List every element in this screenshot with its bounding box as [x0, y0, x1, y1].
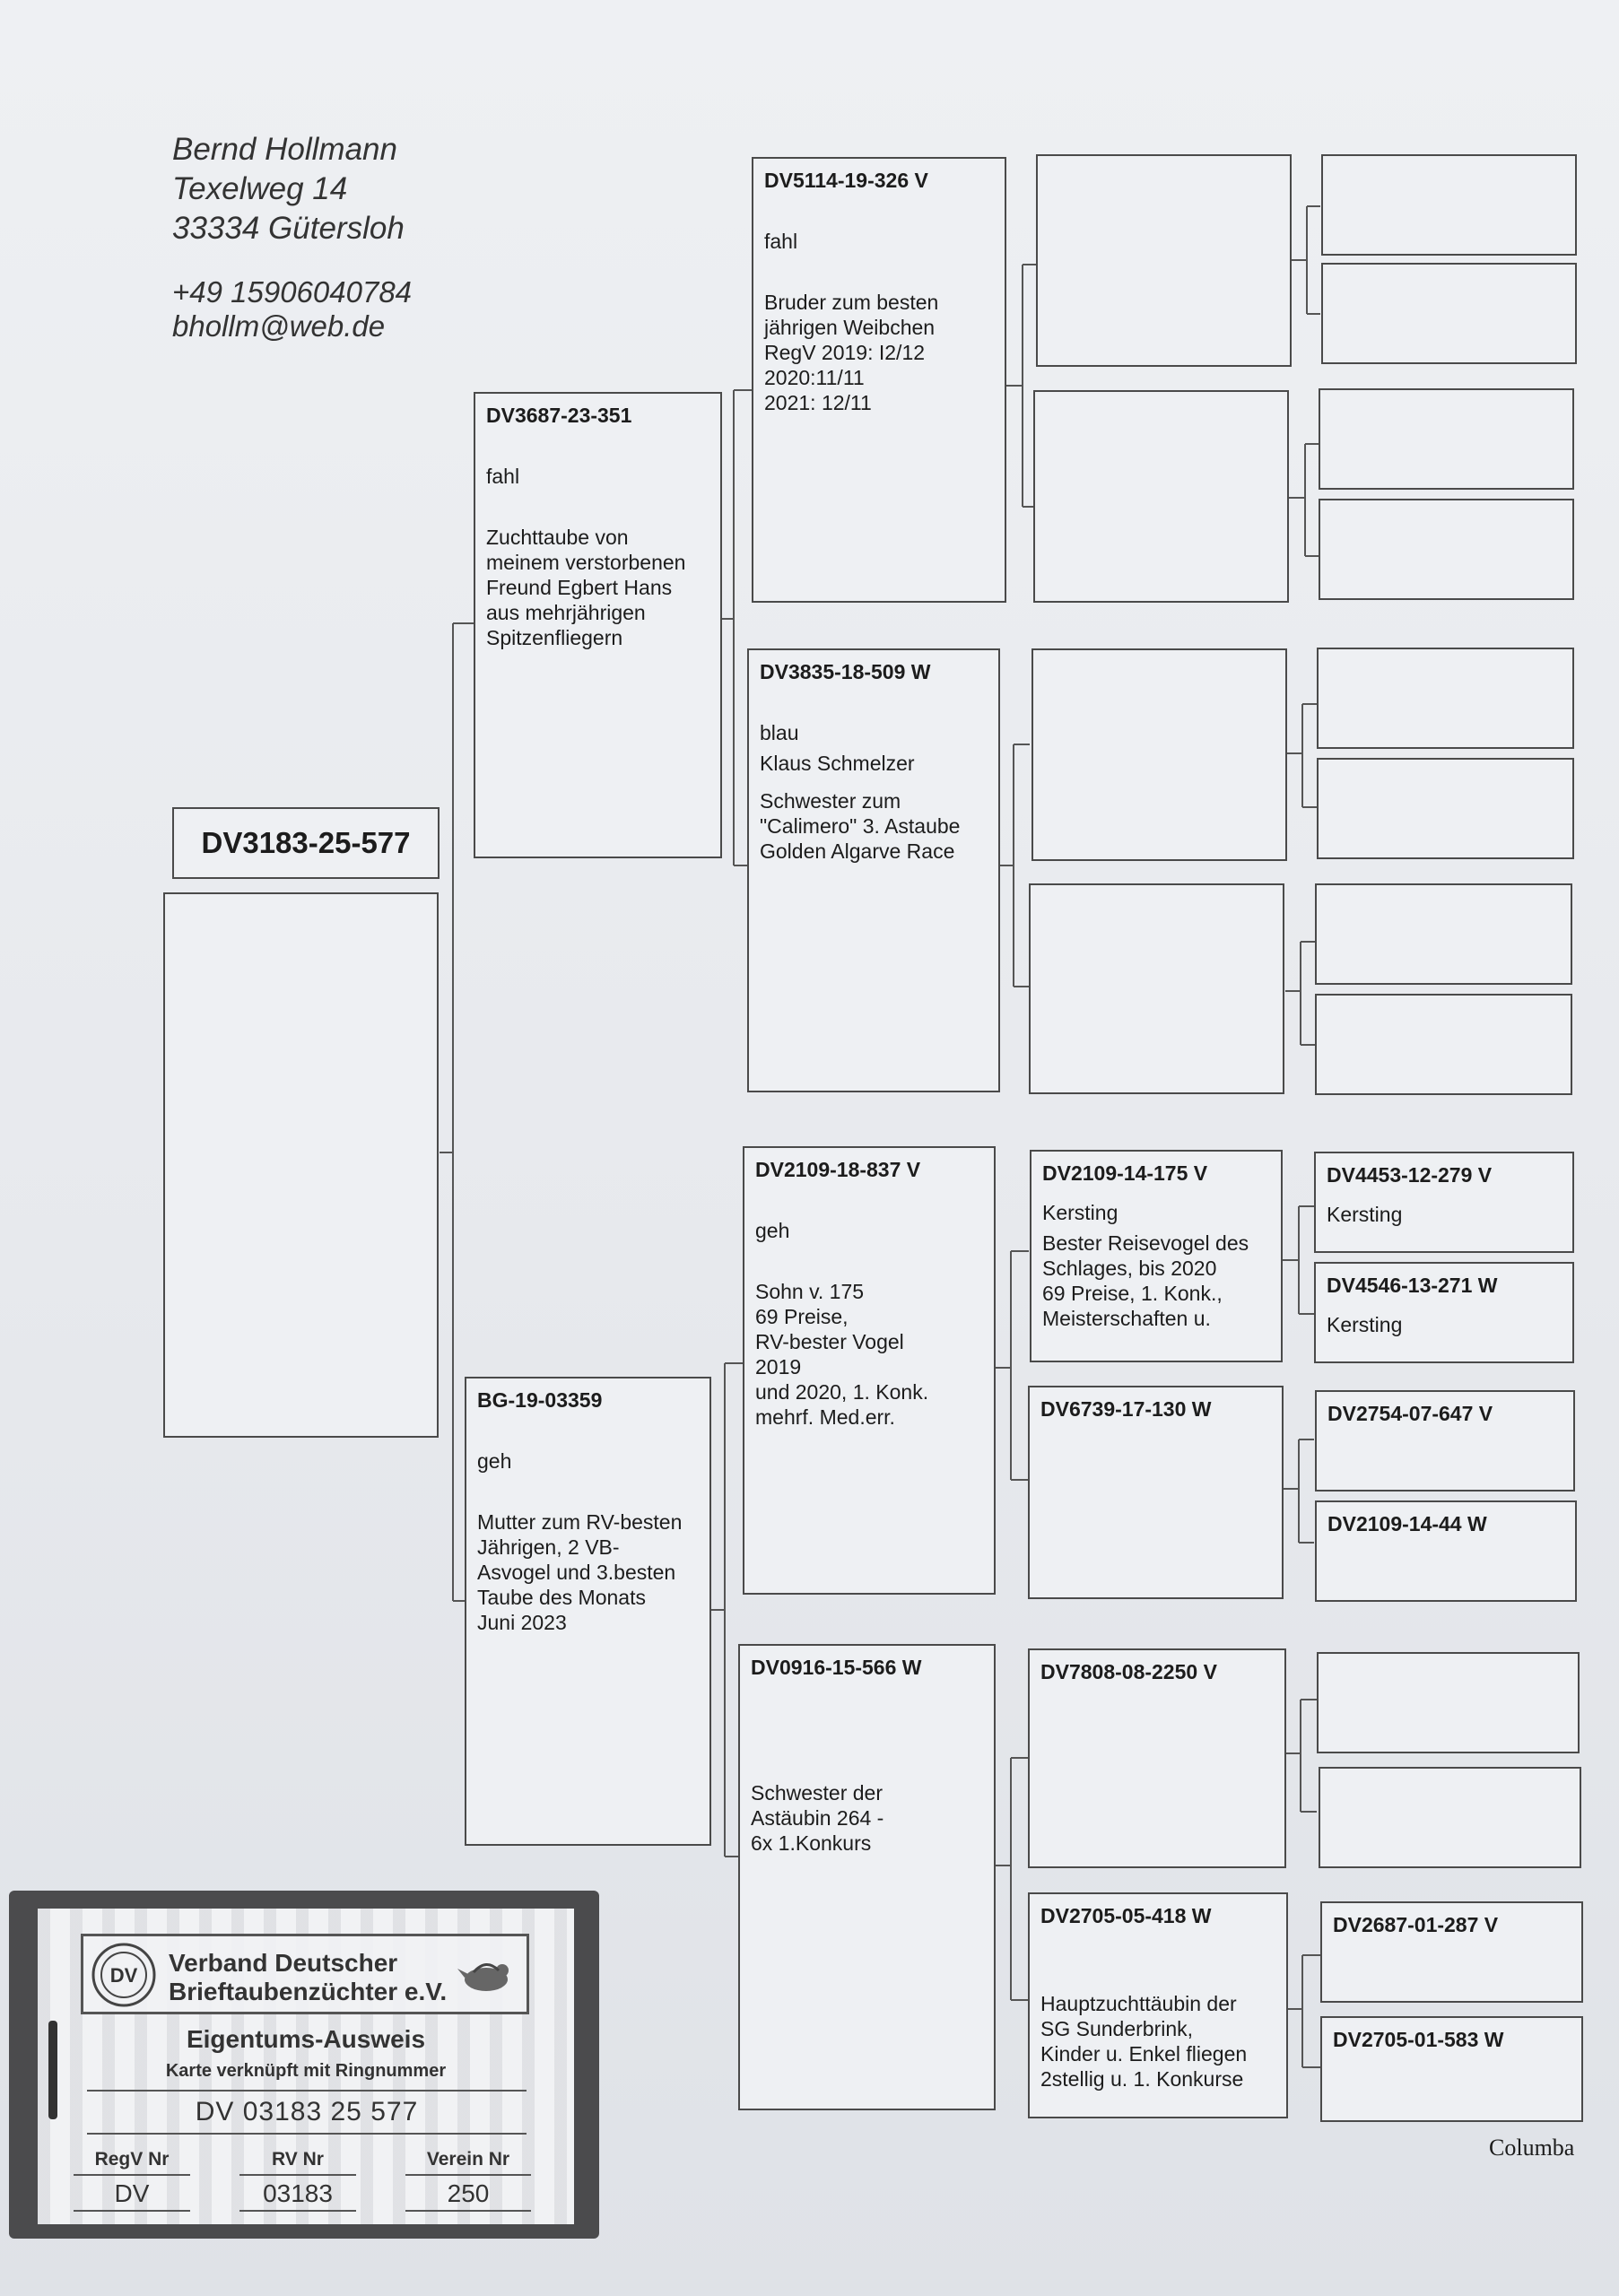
pedigree-box-ffm: [1033, 390, 1289, 603]
pigeon-note: Schwester zum "Calimero" 3. Astaube Golden Algarve Race: [760, 789, 961, 863]
pedigree-box-mmfm: [1319, 1767, 1581, 1868]
pigeon-color: fahl: [764, 230, 798, 253]
pedigree-box-mmmm: [1320, 2016, 1583, 2122]
pedigree-box-mfmf: [1315, 1390, 1575, 1492]
ownership-card: [9, 1891, 599, 2239]
pedigree-box-fmfm: [1317, 758, 1574, 859]
ring-number: DV2705-05-418 W: [1040, 1904, 1212, 1927]
owner-name: Bernd Hollmann: [172, 132, 397, 167]
association-name-line1: Verband Deutscher: [169, 1949, 398, 1977]
pigeon-note: Schwester der Astäubin 264 - 6x 1.Konkurs: [751, 1781, 884, 1855]
pedigree-box-fmff: [1317, 648, 1574, 749]
card-verein: [405, 2149, 531, 2212]
pedigree-box-fff: [1036, 154, 1292, 367]
ring-number: DV2687-01-287 V: [1333, 1913, 1499, 1936]
owner-city: 33334 Gütersloh: [172, 211, 405, 246]
verein-label: Verein Nr: [405, 2149, 531, 2176]
card-rv: [239, 2149, 356, 2212]
pedigree-box-fmf: [1031, 648, 1287, 861]
pedigree-box-mf: [743, 1146, 996, 1595]
pedigree-box-ffmf: [1319, 388, 1574, 490]
owner-email: bhollm@web.de: [172, 309, 386, 343]
association-name-line2: Brieftaubenzüchter e.V.: [169, 1978, 448, 2005]
pigeon-owner: Klaus Schmelzer: [760, 752, 915, 775]
pedigree-box-mfmm: [1315, 1500, 1577, 1602]
pigeon-owner: Kersting: [1042, 1201, 1119, 1224]
svg-text:DV: DV: [109, 1964, 138, 1987]
pigeon-color: blau: [760, 721, 799, 744]
pedigree-box-mother: [465, 1377, 711, 1846]
association-header: [81, 1934, 529, 2014]
ring-number: DV4453-12-279 V: [1327, 1163, 1493, 1187]
pedigree-box-mfm: [1028, 1386, 1284, 1599]
pedigree-box-father: [474, 392, 722, 858]
pedigree-box-mmf: [1028, 1648, 1286, 1868]
ring-number: DV0916-15-566 W: [751, 1656, 922, 1679]
ring-number: DV2705-01-583 W: [1333, 2028, 1504, 2051]
ring-number: DV2109-18-837 V: [755, 1158, 921, 1181]
pigeon-icon: [456, 1956, 515, 1997]
pigeon-note: Bester Reisevogel des Schlages, bis 2020 69 Preise, 1. Konk., Meisterschaften u.: [1042, 1231, 1249, 1330]
card-title: Eigentums-Ausweis: [186, 2025, 426, 2053]
card-regv: [74, 2149, 190, 2212]
regv-label: RegV Nr: [74, 2149, 190, 2176]
card-ring-number: DV 03183 25 577: [87, 2090, 527, 2135]
ring-number: DV4546-13-271 W: [1327, 1274, 1498, 1297]
printer-mark: Columba: [1489, 2135, 1575, 2161]
pigeon-note: Sohn v. 175 69 Preise, RV-bester Vogel 2019 und 2020, 1. Konk. mehrf. Med.err.: [755, 1280, 929, 1429]
pedigree-box-mmm: [1028, 1892, 1288, 2118]
association-logo-icon: [91, 1942, 157, 2008]
owner-address: [172, 130, 412, 344]
pedigree-box-fffm: [1321, 263, 1577, 364]
rv-value: 03183: [239, 2176, 356, 2212]
owner-street: Texelweg 14: [172, 171, 348, 206]
photo-box: [163, 892, 439, 1438]
ring-number: DV3835-18-509 W: [760, 660, 931, 683]
subject-ring: DV3183-25-577: [201, 826, 411, 859]
ring-number: BG-19-03359: [477, 1388, 603, 1412]
pedigree-box-mffm: [1314, 1262, 1574, 1363]
pigeon-color: geh: [755, 1219, 790, 1242]
pedigree-box-fmmf: [1315, 883, 1572, 985]
ring-number: DV6739-17-130 W: [1040, 1397, 1212, 1421]
ring-number: DV5114-19-326 V: [764, 169, 928, 192]
pigeon-color: fahl: [486, 465, 520, 488]
pedigree-box-mff: [1030, 1150, 1283, 1362]
pigeon-note: Hauptzuchttäubin der SG Sunderbrink, Kinder u. Enkel fliegen 2stellig u. 1. Konkurse: [1040, 1992, 1248, 2091]
pedigree-box-mm: [738, 1644, 996, 2110]
ring-number: DV3687-23-351: [486, 404, 632, 427]
pedigree-box-ffmm: [1319, 499, 1574, 600]
pedigree-box-mmmf: [1320, 1901, 1583, 2003]
verein-value: 250: [405, 2176, 531, 2212]
pedigree-box-fmmm: [1315, 994, 1572, 1095]
pigeon-note: Mutter zum RV-besten Jährigen, 2 VB- Asvogel und 3.besten Taube des Monats Juni 2023: [477, 1510, 683, 1634]
pigeon-color: geh: [477, 1449, 512, 1473]
pedigree-box-fm: [747, 648, 1000, 1092]
regv-value: DV: [74, 2176, 190, 2212]
ring-number: DV2109-14-175 V: [1042, 1161, 1208, 1185]
ring-number: DV2754-07-647 V: [1327, 1402, 1493, 1425]
pedigree-box-fmm: [1029, 883, 1284, 1094]
card-subtitle: Karte verknüpft mit Ringnummer: [165, 2061, 447, 2081]
pedigree-box-mfff: [1314, 1152, 1574, 1253]
ring-number: DV7808-08-2250 V: [1040, 1660, 1217, 1683]
subject-ring-box: [172, 807, 440, 879]
rv-label: RV Nr: [239, 2149, 356, 2176]
pedigree-box-mmff: [1317, 1652, 1580, 1753]
pigeon-owner: Kersting: [1327, 1313, 1403, 1336]
association-name: [169, 1949, 447, 2006]
pigeon-note: Bruder zum besten jährigen Weibchen RegV 2019: I2/12 2020:11/11 2021: 12/11: [764, 291, 939, 414]
pedigree-box-ffff: [1321, 154, 1577, 256]
ring-number: DV2109-14-44 W: [1327, 1512, 1487, 1535]
pigeon-note: Zuchttaube von meinem verstorbenen Freund Egbert Hans aus mehrjährigen Spitzenfliegern: [486, 526, 686, 649]
ownership-card-face: [38, 1909, 574, 2224]
pedigree-box-ff: [752, 157, 1006, 603]
pigeon-owner: Kersting: [1327, 1203, 1403, 1226]
owner-phone: +49 15906040784: [172, 275, 413, 309]
